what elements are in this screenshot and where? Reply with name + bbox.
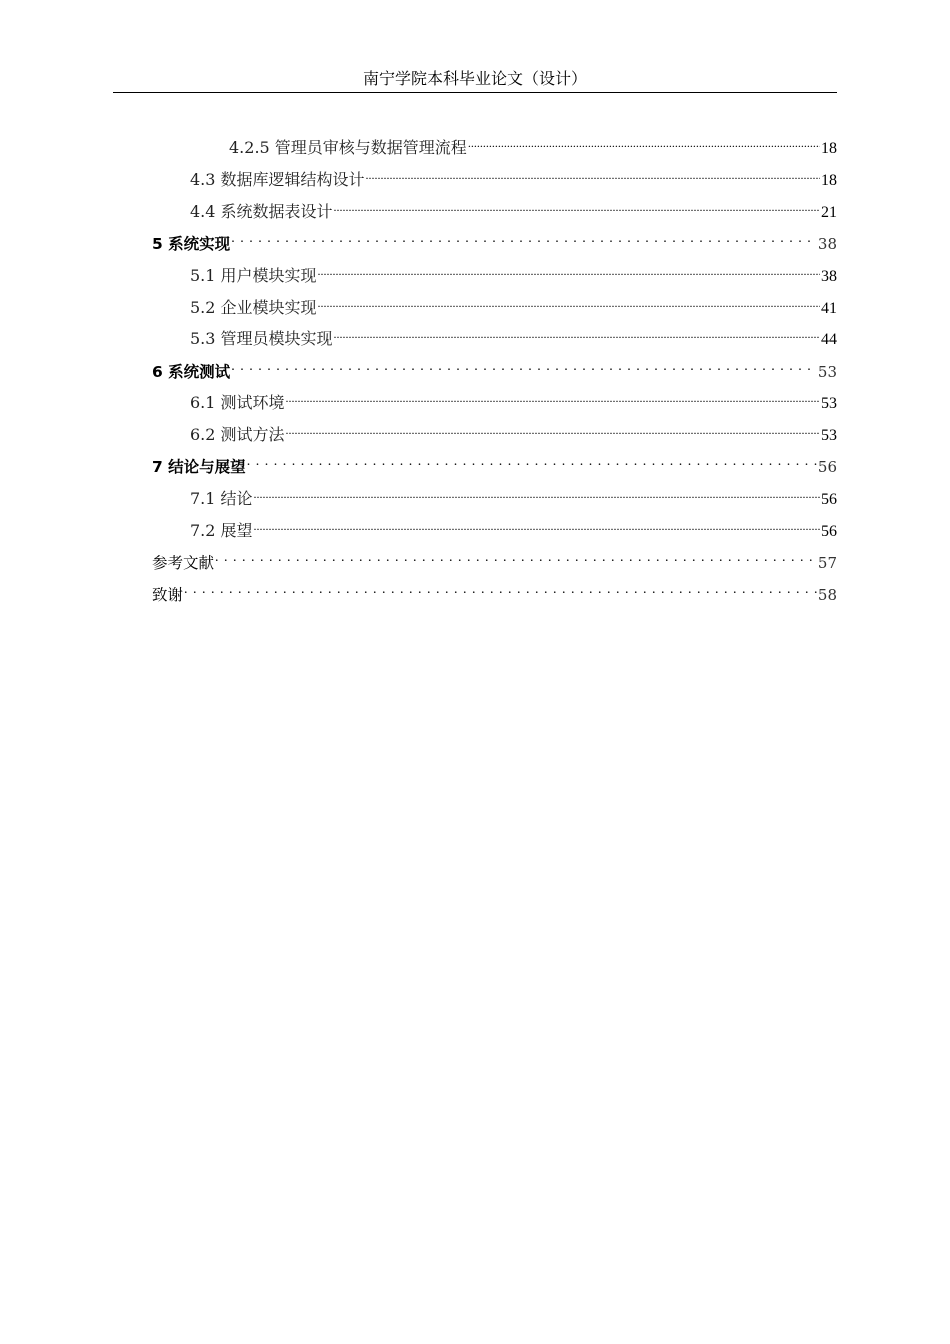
toc-entry-page: 57 xyxy=(817,554,837,572)
toc-entry-label: 致谢 xyxy=(152,586,184,604)
toc-entry-page: 56 xyxy=(821,523,837,540)
toc-dot-leader xyxy=(286,418,820,440)
toc-entry-label: 5.2 企业模块实现 xyxy=(190,298,317,317)
toc-dot-leader xyxy=(231,355,817,377)
toc-dot-leader xyxy=(334,195,820,217)
toc-entry-page: 53 xyxy=(821,427,837,444)
toc-entry-label: 4.3 数据库逻辑结构设计 xyxy=(190,170,365,189)
toc-entry-page: 53 xyxy=(817,363,837,381)
toc-entry-page: 38 xyxy=(821,268,837,285)
toc-entry-page: 44 xyxy=(821,331,837,348)
toc-dot-leader xyxy=(254,514,820,536)
toc-entry-label: 4.2.5 管理员审核与数据管理流程 xyxy=(229,138,467,157)
toc-entry-label: 4.4 系统数据表设计 xyxy=(190,202,333,221)
toc-dot-leader xyxy=(468,131,820,153)
toc-dot-leader xyxy=(184,578,817,600)
toc-entry-label: 6.2 测试方法 xyxy=(190,425,285,444)
toc-entry-page: 18 xyxy=(821,172,837,189)
page-header xyxy=(113,66,837,93)
toc-dot-leader xyxy=(366,163,820,185)
toc-entry-6[interactable] xyxy=(152,355,837,381)
toc-entry-label: 7.1 结论 xyxy=(190,489,253,508)
toc-entry-page: 53 xyxy=(821,395,837,412)
toc-entry-5-1[interactable] xyxy=(190,259,837,285)
toc-entry-page: 21 xyxy=(821,204,837,221)
header-title: 南宁学院本科毕业论文（设计） xyxy=(362,69,587,88)
toc-entry-4-2-5[interactable] xyxy=(229,131,837,157)
toc-entry-page: 38 xyxy=(817,235,837,253)
toc-dot-leader xyxy=(318,291,820,313)
toc-entry-4-3[interactable] xyxy=(190,163,837,189)
toc-entry-acknowledgements[interactable] xyxy=(152,578,837,604)
toc-entry-label: 5 系统实现 xyxy=(152,235,231,253)
toc-entry-references[interactable] xyxy=(152,546,837,572)
toc-entry-page: 56 xyxy=(817,458,837,476)
toc-dot-leader xyxy=(254,482,820,504)
toc-entry-6-2[interactable] xyxy=(190,418,837,444)
toc-entry-label: 7 结论与展望 xyxy=(152,458,246,476)
toc-entry-7-2[interactable] xyxy=(190,514,837,540)
toc-entry-label: 5.1 用户模块实现 xyxy=(190,266,317,285)
toc-entry-page: 58 xyxy=(817,586,837,604)
toc-entry-7-1[interactable] xyxy=(190,482,837,508)
toc-entry-label: 7.2 展望 xyxy=(190,521,253,540)
toc-entry-label: 6 系统测试 xyxy=(152,363,231,381)
toc-dot-leader xyxy=(318,259,820,281)
toc-dot-leader xyxy=(286,386,820,408)
toc-entry-7[interactable] xyxy=(152,450,837,476)
toc-entry-6-1[interactable] xyxy=(190,386,837,412)
toc-entry-page: 18 xyxy=(821,140,837,157)
toc-entry-5-3[interactable] xyxy=(190,322,837,348)
toc-entry-4-4[interactable] xyxy=(190,195,837,221)
toc-dot-leader xyxy=(231,227,817,249)
toc-entry-page: 41 xyxy=(821,300,837,317)
toc-entry-page: 56 xyxy=(821,491,837,508)
toc-dot-leader xyxy=(334,322,820,344)
toc-dot-leader xyxy=(215,546,817,568)
toc-entry-label: 参考文献 xyxy=(152,554,215,572)
toc-entry-5-2[interactable] xyxy=(190,291,837,317)
toc-entry-5[interactable] xyxy=(152,227,837,253)
toc-entry-label: 6.1 测试环境 xyxy=(190,393,285,412)
toc-dot-leader xyxy=(247,450,817,472)
toc-entry-label: 5.3 管理员模块实现 xyxy=(190,329,333,348)
